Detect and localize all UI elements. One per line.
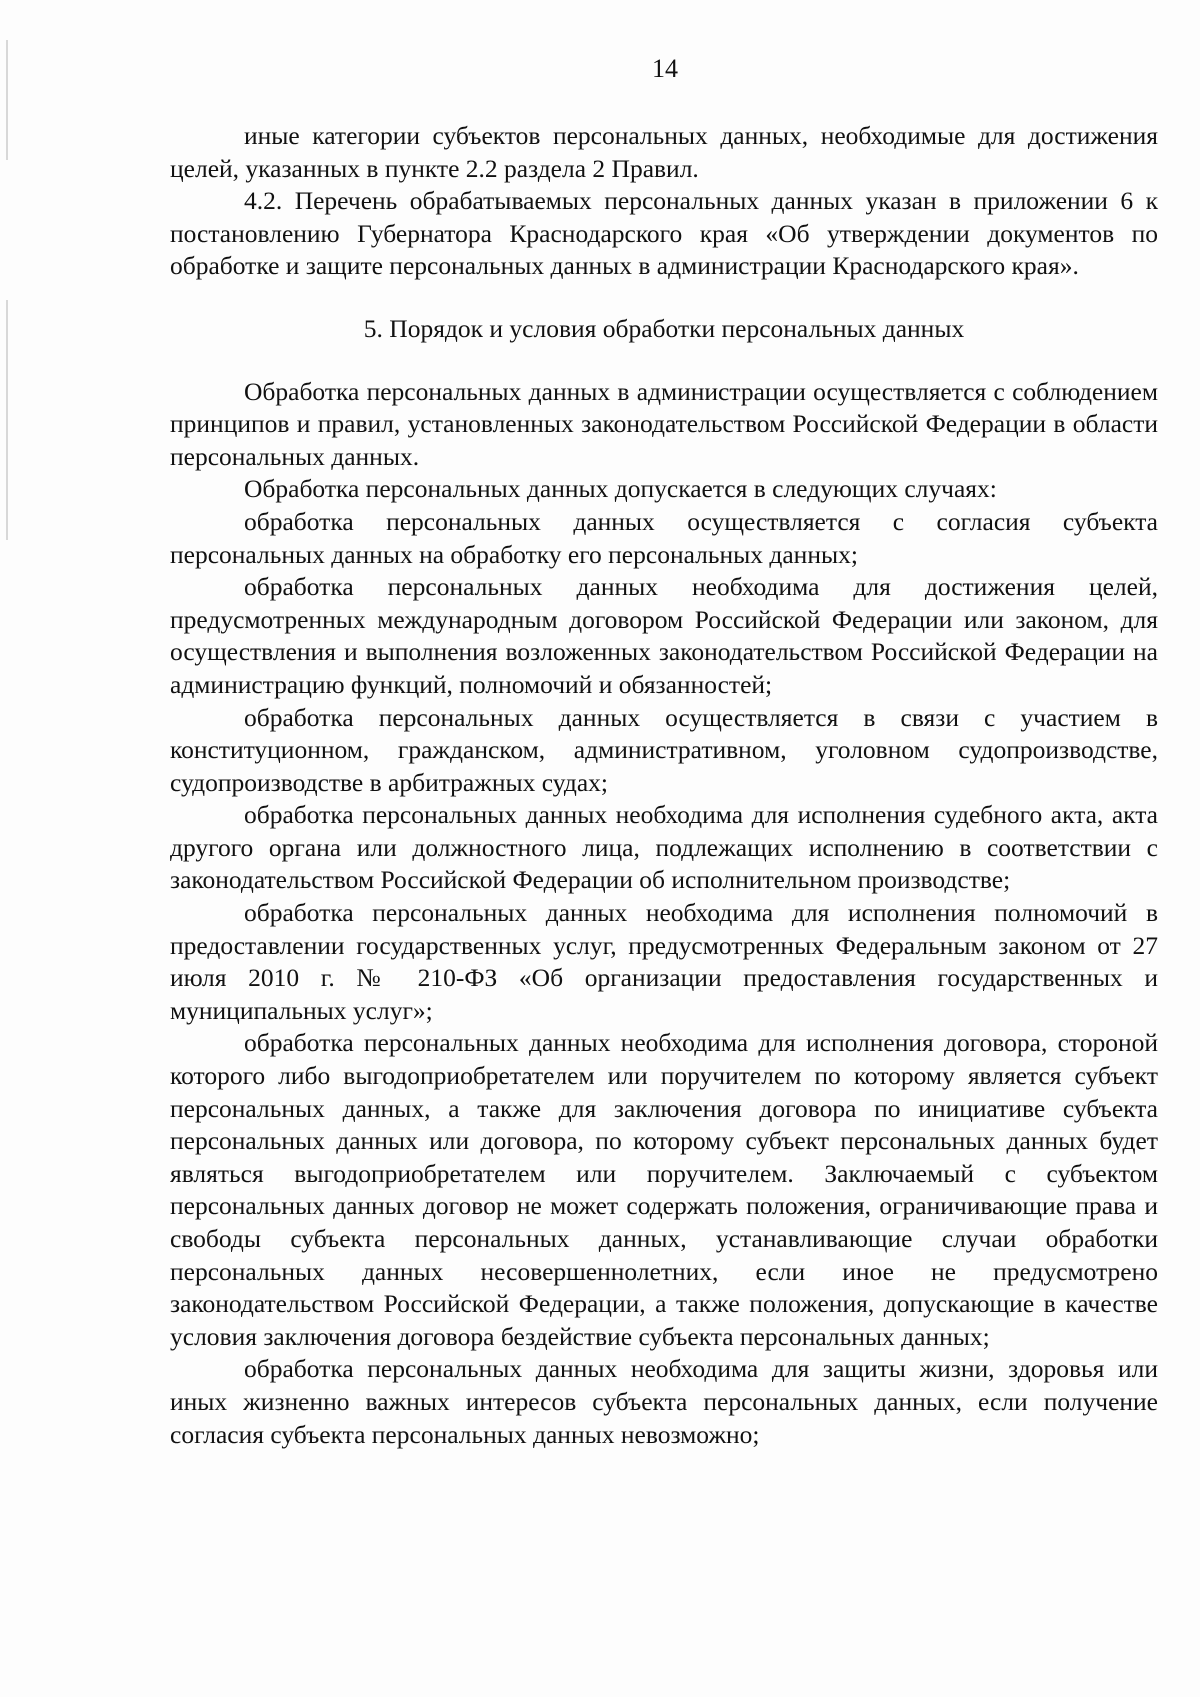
scan-artifact	[6, 300, 8, 540]
paragraph: Обработка персональных данных допускается в следующих случаях:	[244, 474, 997, 504]
page-number: 14	[652, 54, 678, 83]
section-heading: 5. Порядок и условия обработки персональных данных	[363, 313, 965, 343]
list-item-condition: обработка персональных данных осуществляется в связи с участием в конституционном, гражданском, административном, уголовном судопроизводстве, судопроизводстве в арбитражных судах;	[170, 702, 1158, 797]
list-item-condition: обработка персональных данных необходима для защиты жизни, здоровья или иных жизненно важных интересов субъекта персональных данных, если получение согласия субъекта персональных данных невозможно;	[170, 1354, 1158, 1449]
list-item-condition: обработка персональных данных осуществляется с согласия субъекта персональных данных на обработку его персональных данных;	[170, 506, 1158, 569]
list-item-condition: обработка персональных данных необходима для достижения целей, предусмотренных международным договором Российской Федерации или законом, для осуществления и выполнения возложенных законодательством Российской Федерации на администрацию функций, полномочий и обязанностей;	[170, 572, 1158, 699]
paragraph: Обработка персональных данных в администрации осуществляется с соблюдением принципов и правил, установленных законодательством Российской Федерации в области персональных данных.	[170, 376, 1158, 471]
list-item-condition: обработка персональных данных необходима для исполнения полномочий в предоставлении государственных услуг, предусмотренных Федеральным законом от 27 июля 2010 г. № 210-ФЗ «Об организации предоставления государственных и муниципальных услуг»;	[170, 898, 1158, 1025]
document-body	[170, 120, 1158, 1451]
paragraph: 4.2. Перечень обрабатываемых персональных данных указан в приложении 6 к постановлению Губернатора Краснодарского края «Об утверждении документов по обработке и защите персональных данных в администрации Краснодарского края».	[170, 186, 1158, 281]
list-item-condition: обработка персональных данных необходима для исполнения договора, стороной которого либо выгодоприобретателем или поручителем по которому является субъект персональных данных, а также для заключения договора по инициативе субъекта персональных данных или договора, по которому субъект персональных данных будет являться выгодоприобретателем или поручителем. Заключаемый с субъектом персональных данных договор не может содержать положения, ограничивающие права и свободы субъекта персональных данных, устанавливающие случаи обработки персональных данных несовершеннолетних, если иное не предусмотрено законодательством Российской Федерации, а также положения, допускающие в качестве условия заключения договора бездействие субъекта персональных данных;	[170, 1028, 1158, 1351]
list-item-condition: обработка персональных данных необходима для исполнения судебного акта, акта другого органа или должностного лица, подлежащих исполнению в соответствии с законодательством Российской Федерации об исполнительном производстве;	[170, 800, 1158, 895]
paragraph: иные категории субъектов персональных данных, необходимые для достижения целей, указанных в пункте 2.2 раздела 2 Правил.	[170, 121, 1158, 183]
